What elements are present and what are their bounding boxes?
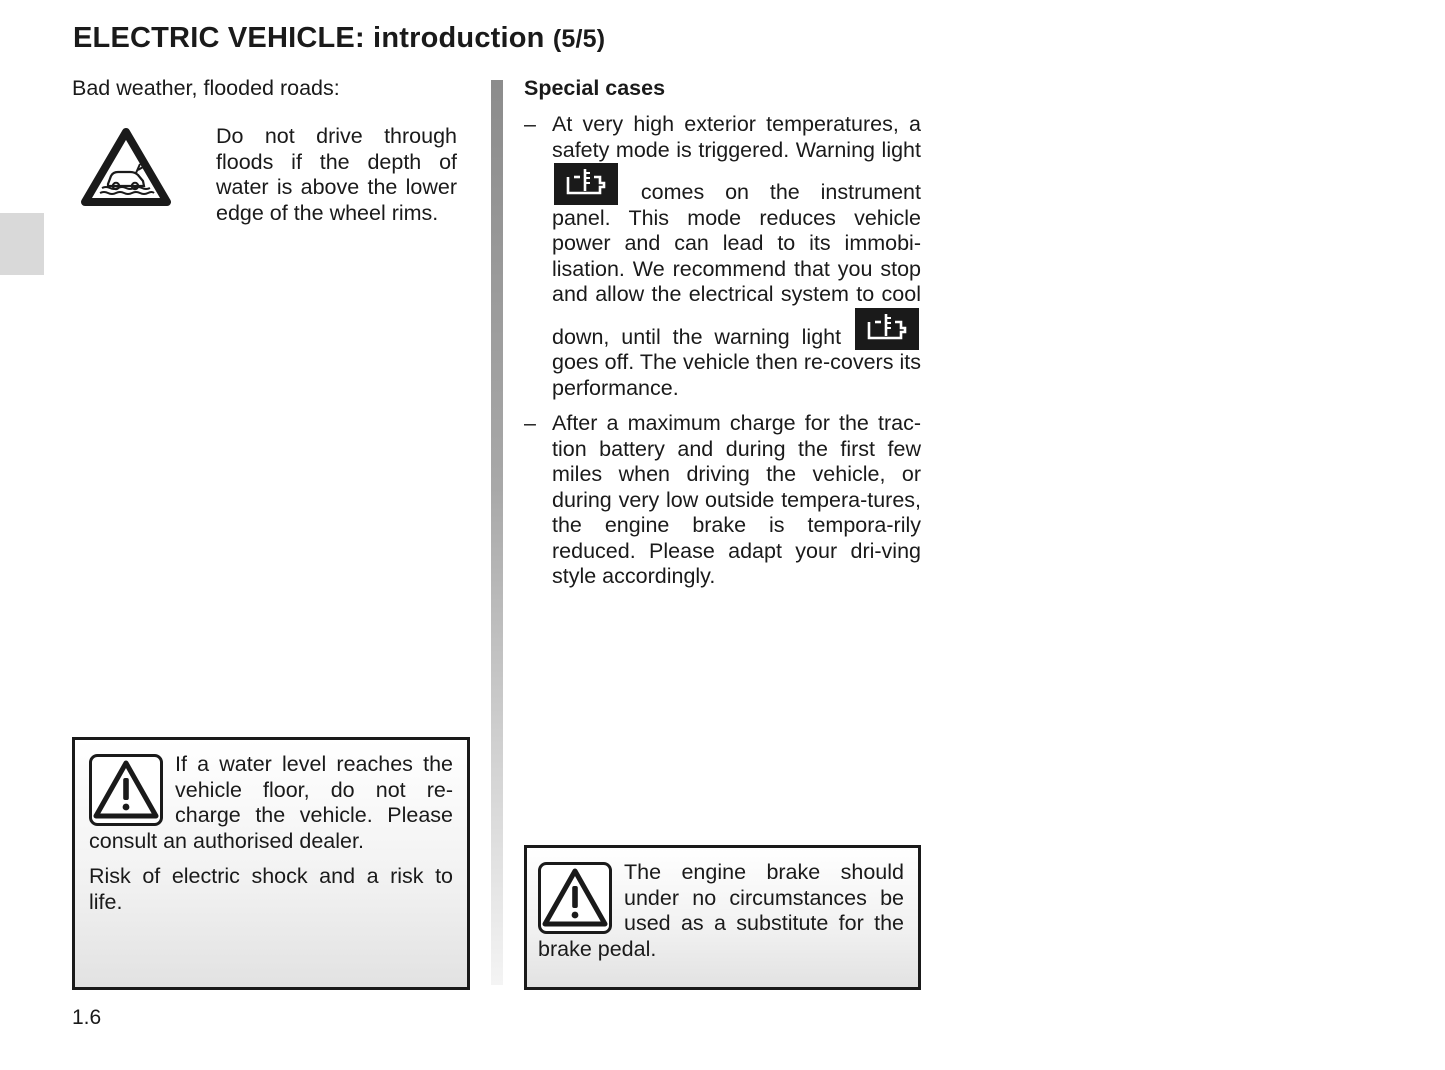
flood-warning-text: Do not drive through floods if the depth of water is above the lower edge of the wheel rims.: [216, 124, 457, 225]
instrument-panel-text: comes on the instrument panel. This mode reduces vehicle power and can lead to its immobi-lisation. We recommend that you stop and allow the electrical system to cool down, until the warning light: [552, 180, 921, 349]
electric-shock-warning-box: [72, 737, 470, 990]
water-level-warning-text: If a water level reaches the vehicle floor, do not re-charge the vehicle. Please consult an authorised dealer.: [89, 752, 453, 853]
engine-brake-warning-box: [524, 845, 921, 990]
list-dash: –: [524, 112, 536, 136]
warning-triangle-icon: [89, 754, 163, 826]
engine-brake-reduced-text: After a maximum charge for the trac-tion battery and during the first few miles when driving the vehicle, or during very low outside tempera-tures, the engine brake is tempora-rily reduced. Please adapt your dri-ving style accordingly.: [552, 411, 921, 588]
page-title-part: (5/5): [552, 25, 606, 53]
list-item: [524, 411, 921, 590]
flooded-roads-heading: Bad weather, flooded roads:: [72, 76, 340, 100]
warning-triangle-icon: [538, 862, 612, 934]
battery-temperature-warning-light-icon: [855, 308, 919, 350]
section-tab: [0, 213, 44, 275]
high-temperature-text: At very high exterior temperatures, a safety mode is triggered. Warning light: [552, 112, 921, 162]
list-dash: –: [524, 411, 536, 435]
special-cases-list: [524, 112, 921, 600]
flooded-road-warning-icon: [80, 126, 172, 208]
page-title: [73, 22, 605, 55]
electric-shock-risk-text: Risk of electric shock and a risk to life.: [89, 864, 453, 914]
page-title-main: ELECTRIC VEHICLE: introduction: [73, 22, 545, 54]
recovers-performance-text: goes off. The vehicle then re-covers its performance.: [552, 350, 921, 400]
engine-brake-warning-text: The engine brake should under no circumstances be used as a substitute for the brake pedal.: [538, 860, 904, 961]
special-cases-heading: Special cases: [524, 76, 666, 100]
battery-temperature-warning-light-icon: [554, 163, 618, 205]
list-item: [524, 112, 921, 401]
column-divider: [491, 80, 503, 985]
page-number: 1.6: [72, 1006, 102, 1029]
